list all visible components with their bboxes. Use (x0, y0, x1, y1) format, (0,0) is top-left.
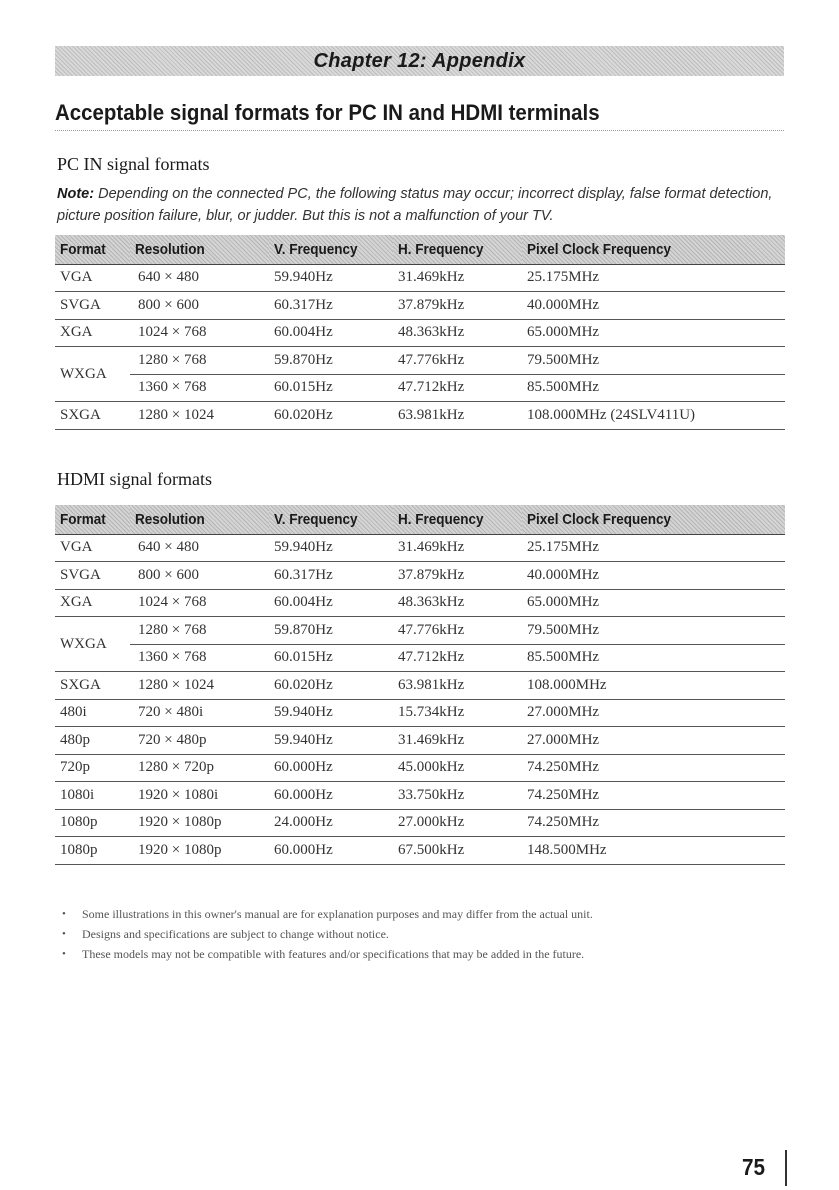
cell-pixel-clock: 25.175MHz (522, 264, 785, 292)
cell-h-frequency: 67.500kHz (393, 837, 522, 865)
cell-pixel-clock: 85.500MHz (522, 644, 785, 672)
cell-v-frequency: 60.020Hz (269, 402, 393, 430)
cell-pixel-clock: 79.500MHz (522, 617, 785, 645)
cell-pixel-clock: 108.000MHz (24SLV411U) (522, 402, 785, 430)
cell-resolution: 1360 × 768 (130, 644, 269, 672)
table-row (55, 754, 785, 782)
chapter-band (55, 46, 784, 76)
cell-resolution: 1280 × 768 (130, 617, 269, 645)
cell-pixel-clock: 27.000MHz (522, 699, 785, 727)
cell-v-frequency: 60.317Hz (269, 562, 393, 590)
table-row (55, 562, 785, 590)
cell-pixel-clock: 74.250MHz (522, 809, 785, 837)
cell-resolution: 720 × 480p (130, 727, 269, 755)
table-row (55, 644, 785, 672)
cell-h-frequency: 63.981kHz (393, 402, 522, 430)
cell-h-frequency: 63.981kHz (393, 672, 522, 700)
cell-format: SVGA (55, 562, 130, 590)
column-header-v-frequency: V. Frequency (269, 235, 393, 264)
column-header-pixel-clock: Pixel Clock Frequency (522, 505, 785, 534)
cell-v-frequency: 60.000Hz (269, 754, 393, 782)
pc-signal-table (55, 235, 785, 430)
cell-format: 1080i (55, 782, 130, 810)
cell-resolution: 800 × 600 (130, 292, 269, 320)
cell-h-frequency: 47.712kHz (393, 644, 522, 672)
cell-resolution: 640 × 480 (130, 534, 269, 562)
table-row (55, 617, 785, 645)
table-row (55, 319, 785, 347)
column-header-h-frequency: H. Frequency (393, 505, 522, 534)
cell-v-frequency: 59.940Hz (269, 699, 393, 727)
cell-h-frequency: 15.734kHz (393, 699, 522, 727)
cell-pixel-clock: 27.000MHz (522, 727, 785, 755)
cell-v-frequency: 59.940Hz (269, 727, 393, 755)
cell-v-frequency: 60.015Hz (269, 374, 393, 402)
table-row (55, 809, 785, 837)
column-header-format: Format (55, 505, 130, 534)
cell-v-frequency: 60.004Hz (269, 589, 393, 617)
cell-h-frequency: 37.879kHz (393, 292, 522, 320)
cell-pixel-clock: 65.000MHz (522, 589, 785, 617)
cell-v-frequency: 60.000Hz (269, 837, 393, 865)
cell-h-frequency: 31.469kHz (393, 727, 522, 755)
cell-resolution: 1280 × 1024 (130, 402, 269, 430)
cell-resolution: 1024 × 768 (130, 589, 269, 617)
cell-resolution: 1280 × 768 (130, 347, 269, 375)
table-row (55, 589, 785, 617)
table-row (55, 837, 785, 865)
column-header-format: Format (55, 235, 130, 264)
cell-pixel-clock: 40.000MHz (522, 562, 785, 590)
cell-h-frequency: 31.469kHz (393, 264, 522, 292)
cell-h-frequency: 47.712kHz (393, 374, 522, 402)
cell-v-frequency: 60.020Hz (269, 672, 393, 700)
pc-section-title: PC IN signal formats (57, 154, 210, 174)
cell-resolution: 1024 × 768 (130, 319, 269, 347)
note-text: Depending on the connected PC, the following status may occur; incorrect display, false format detection, picture position failure, blur, or judder. But this is not a malfunction of your TV. (57, 186, 773, 224)
hdmi-section-title: HDMI signal formats (57, 469, 212, 489)
column-header-v-frequency: V. Frequency (269, 505, 393, 534)
table-row (55, 699, 785, 727)
cell-h-frequency: 47.776kHz (393, 617, 522, 645)
cell-format: WXGA (55, 347, 130, 402)
cell-pixel-clock: 40.000MHz (522, 292, 785, 320)
footnote-list (62, 904, 782, 964)
cell-format: WXGA (55, 617, 130, 672)
cell-h-frequency: 37.879kHz (393, 562, 522, 590)
table-row (55, 727, 785, 755)
table-row (55, 374, 785, 402)
bullet-icon: • (62, 928, 66, 940)
bullet-icon: • (62, 908, 66, 920)
cell-h-frequency: 45.000kHz (393, 754, 522, 782)
cell-resolution: 720 × 480i (130, 699, 269, 727)
cell-h-frequency: 27.000kHz (393, 809, 522, 837)
cell-format: 480i (55, 699, 130, 727)
cell-v-frequency: 24.000Hz (269, 809, 393, 837)
cell-resolution: 1920 × 1080p (130, 809, 269, 837)
cell-format: XGA (55, 319, 130, 347)
cell-pixel-clock: 65.000MHz (522, 319, 785, 347)
column-header-resolution: Resolution (130, 235, 269, 264)
cell-format: SVGA (55, 292, 130, 320)
cell-v-frequency: 59.870Hz (269, 347, 393, 375)
cell-h-frequency: 33.750kHz (393, 782, 522, 810)
page-number: 75 (742, 1154, 766, 1180)
page-number-rule (785, 1150, 787, 1186)
cell-pixel-clock: 74.250MHz (522, 782, 785, 810)
cell-pixel-clock: 85.500MHz (522, 374, 785, 402)
cell-v-frequency: 59.870Hz (269, 617, 393, 645)
cell-v-frequency: 60.015Hz (269, 644, 393, 672)
cell-format: 480p (55, 727, 130, 755)
heading-divider (55, 130, 784, 131)
cell-pixel-clock: 74.250MHz (522, 754, 785, 782)
cell-h-frequency: 31.469kHz (393, 534, 522, 562)
hdmi-signal-table (55, 505, 785, 865)
bullet-icon: • (62, 948, 66, 960)
cell-v-frequency: 60.000Hz (269, 782, 393, 810)
table-row (55, 347, 785, 375)
cell-v-frequency: 60.317Hz (269, 292, 393, 320)
cell-format: 1080p (55, 837, 130, 865)
cell-format: XGA (55, 589, 130, 617)
cell-pixel-clock: 108.000MHz (522, 672, 785, 700)
cell-h-frequency: 48.363kHz (393, 319, 522, 347)
table-row (55, 782, 785, 810)
cell-format: VGA (55, 264, 130, 292)
column-header-h-frequency: H. Frequency (393, 235, 522, 264)
cell-v-frequency: 60.004Hz (269, 319, 393, 347)
cell-format: SXGA (55, 402, 130, 430)
cell-resolution: 1920 × 1080i (130, 782, 269, 810)
table-header-row (55, 505, 785, 534)
cell-resolution: 1360 × 768 (130, 374, 269, 402)
cell-resolution: 800 × 600 (130, 562, 269, 590)
cell-resolution: 1280 × 720p (130, 754, 269, 782)
table-row (55, 534, 785, 562)
table-row (55, 402, 785, 430)
cell-v-frequency: 59.940Hz (269, 534, 393, 562)
table-row (55, 292, 785, 320)
cell-resolution: 1920 × 1080p (130, 837, 269, 865)
table-header-row (55, 235, 785, 264)
table-row (55, 672, 785, 700)
cell-pixel-clock: 25.175MHz (522, 534, 785, 562)
cell-v-frequency: 59.940Hz (269, 264, 393, 292)
cell-resolution: 1280 × 1024 (130, 672, 269, 700)
cell-format: SXGA (55, 672, 130, 700)
note-label: Note: (57, 186, 95, 202)
cell-resolution: 640 × 480 (130, 264, 269, 292)
cell-format: 720p (55, 754, 130, 782)
cell-format: VGA (55, 534, 130, 562)
column-header-pixel-clock: Pixel Clock Frequency (522, 235, 785, 264)
cell-pixel-clock: 79.500MHz (522, 347, 785, 375)
list-item: • Designs and specifications are subject to change without notice. (62, 924, 782, 944)
cell-h-frequency: 47.776kHz (393, 347, 522, 375)
list-item: • These models may not be compatible with features and/or specifications that may be added in the future. (62, 944, 782, 964)
list-item: • Some illustrations in this owner's manual are for explanation purposes and may differ from the actual unit. (62, 904, 782, 924)
cell-format: 1080p (55, 809, 130, 837)
table-row (55, 264, 785, 292)
pc-note (57, 183, 787, 227)
page-heading: Acceptable signal formats for PC IN and HDMI terminals (55, 100, 600, 125)
column-header-resolution: Resolution (130, 505, 269, 534)
cell-h-frequency: 48.363kHz (393, 589, 522, 617)
chapter-title: Chapter 12: Appendix (313, 49, 526, 72)
cell-pixel-clock: 148.500MHz (522, 837, 785, 865)
